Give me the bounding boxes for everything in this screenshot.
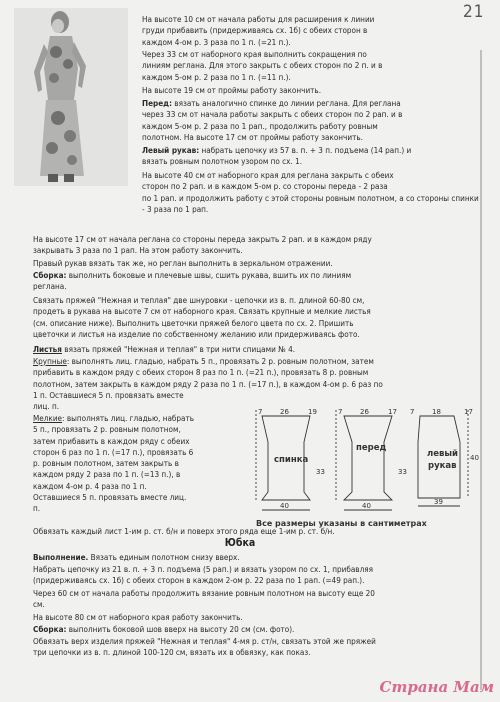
paragraph-p6: На высоте 40 см от наборного края для реглана закрыть с обеих сторон по 2 рап. и в каждом 5-ом р. со стороны переда - 2 раза по 1 рап. и продолжить работу с этой стороны ровным полотном, а со стороны спинки - 3 раза по 1 рап. [142,170,479,214]
front-top-left-dim: 7 [338,408,343,416]
sleeve-side-dim: 17 [464,408,473,416]
diagram-caption: Все размеры указаны в сантиметрах [256,519,427,528]
paragraph-p19 [33,624,294,635]
sleeve-height-dim: 40 [470,454,479,462]
model-photo-image [14,8,128,186]
sleeve-bottom-dim: 39 [434,498,443,506]
front-top-dim: 26 [360,408,369,416]
sleeve-label-line2: рукав [428,461,457,471]
back-top-left-dim: 7 [258,408,263,416]
label-large-leaves: Крупные [33,356,67,366]
paragraph-p4 [142,98,402,143]
text-small-leaves: : выполнять лиц. гладью, набрать 5 п., провязать 2 р. ровным полотном, затем прибавить в каждом ряду с обеих сторон 6 раз по 1 п. (=17 п.), провязать 6 р. ровным полотном, затем закрыть в каждом ряду 2 раза по 1 п. (=13 п.), в каждом 4-ом р. 4 раза по 1 п. Оставшиеся 5 п. провязать вместе лиц. п. [33,413,195,514]
sleeve-label-line1: левый [427,449,459,459]
section-title-skirt: Юбка [224,537,256,549]
front-side-dim: 17 [388,408,397,416]
paragraph-p8: Правый рукав вязать так же, но реглан выполнить в зеркальном отражении. [33,258,333,268]
paragraph-p15 [33,552,240,563]
paragraph-p11 [33,344,295,355]
paragraph-p3: На высоте 19 см от проймы работу закончить. [142,85,322,95]
text-leaves: вязать пряжей "Нежная и теплая" в три нити спицами № 4. [61,344,296,354]
label-small-leaves: Мелкие [33,413,63,423]
front-label: перед [356,443,387,453]
text-skirt-assembly: выполнить боковой шов вверх на высоту 20 см (см. фото). [66,624,295,634]
paragraph-p7: На высоте 17 см от начала реглана со стороны переда закрыть 2 рап. и в каждом ряду закрывать 3 раза по 1 рап. На этом работу закончить. [33,234,372,256]
back-side-dim: 19 [308,408,317,416]
paragraph-p17: Через 60 см от начала работы продолжить вязание ровным полотном на высоту еще 20 см. [33,588,375,610]
label-execution: Выполнение. [33,552,89,562]
paragraph-p2: Через 33 см от наборного края выполнить сокращения по линиям реглана. Для этого закрыть с обеих сторон по 2 п. и в каждом 5-ом р. 2 раза по 1 п. (=11 п.). [142,49,383,82]
label-front: Перед: [142,98,172,108]
paragraph-p5 [142,145,411,168]
back-bottom-dim: 40 [280,502,289,510]
site-logo: Страна Мам [379,678,494,696]
text-large-leaves: : выполнять лиц. гладью, набрать 5 п., провязать 2 р. ровным полотном, затем прибавить в каждом ряду с обеих сторон 8 раз по 1 п. (=21 п.), провязать 8 р. ровным полотном, затем закрыть в каждом ряду 2 раза по 1 п. (=17 п.), в каждом 4-ом р. 6 раз по 1 п. Оставшиеся 5 п. провязать вместе лиц. п. [33,356,383,412]
pattern-diagram-svg [252,402,478,534]
paragraph-p20: Обвязать верх изделия пряжей "Нежная и теплая" 4-мя р. ст/н, связать этой же пряжей три цепочки из в. п. длиной 100-120 см, вязать их в обвязку, как показ. [33,636,376,658]
paragraph-p1: На высоте 10 см от начала работы для расширения к линии груди прибавить (придерживаясь сх. 1б) с обеих сторон в каждом 4-ом р. 3 раза по 1 п. (=21 п.). [142,14,375,47]
text-assembly: выполнить боковые и плечевые швы, сшить рукава, вшить их по линиям реглана. [33,270,352,292]
margin-rule [480,50,482,690]
front-bottom-dim: 40 [362,502,371,510]
label-leaves: Листья [33,344,62,354]
text-execution: Вязать единым полотном снизу вверх. [88,552,240,562]
label-left-sleeve: Левый рукав: [142,145,200,155]
text-front: вязать аналогично спинке до линии реглана. Для реглана через 33 см от начала работы закрыть с обеих сторон по 2 рап. и в каждом 5-ом р. 2 раза по 1 рап., продолжить работу ровным полотном. На высоте 17 см от проймы работу закончить. [142,98,403,142]
sleeve-top-left-dim: 7 [410,408,415,416]
front-height-dim: 33 [398,468,407,476]
paragraph-p9 [33,270,351,293]
pattern-diagram [252,402,478,538]
paragraph-p10: Связать пряжей "Нежная и теплая" две шнуровки - цепочки из в. п. длиной 60-80 см, продеть в рукава на высоте 7 см от наборного края. Связать крупные и мелкие листья (см. описание ниже). Выполнить цветочки пряжей белого цвета по сх. 2. Пришить цветочки и листья на изделие по собственному желанию или придерживаясь фото. [33,295,371,339]
paragraph-p16: Набрать цепочку из 21 в. п. + 3 п. подъема (5 рап.) и вязать узором по сх. 1, прибавляя (придерживаясь сх. 1б) с обеих сторон в каждом 2-ом р. 22 раза по 1 рап. (=49 рап.). [33,564,374,586]
paragraph-p13 [33,413,194,515]
paragraph-p18: На высоте 80 см от наборного края работу закончить. [33,612,243,622]
label-skirt-assembly: Сборка: [33,624,67,634]
page-number: 21 [463,2,485,22]
sleeve-top-dim: 18 [432,408,441,416]
model-photo [14,8,128,186]
back-height-dim: 33 [316,468,325,476]
paragraph-p14: Обвязать каждый лист 1-им р. ст. б/н и поверх этого ряда еще 1-им р. ст. б/н. [33,526,335,536]
front-piece-outline [344,416,392,500]
text-left-sleeve: набрать цепочку из 57 в. п. + 3 п. подъема (14 рап.) и вязать ровным полотном узором по сх. 1. [142,145,412,167]
back-top-dim: 26 [280,408,289,416]
back-label: спинка [274,455,309,465]
label-assembly: Сборка: [33,270,67,280]
